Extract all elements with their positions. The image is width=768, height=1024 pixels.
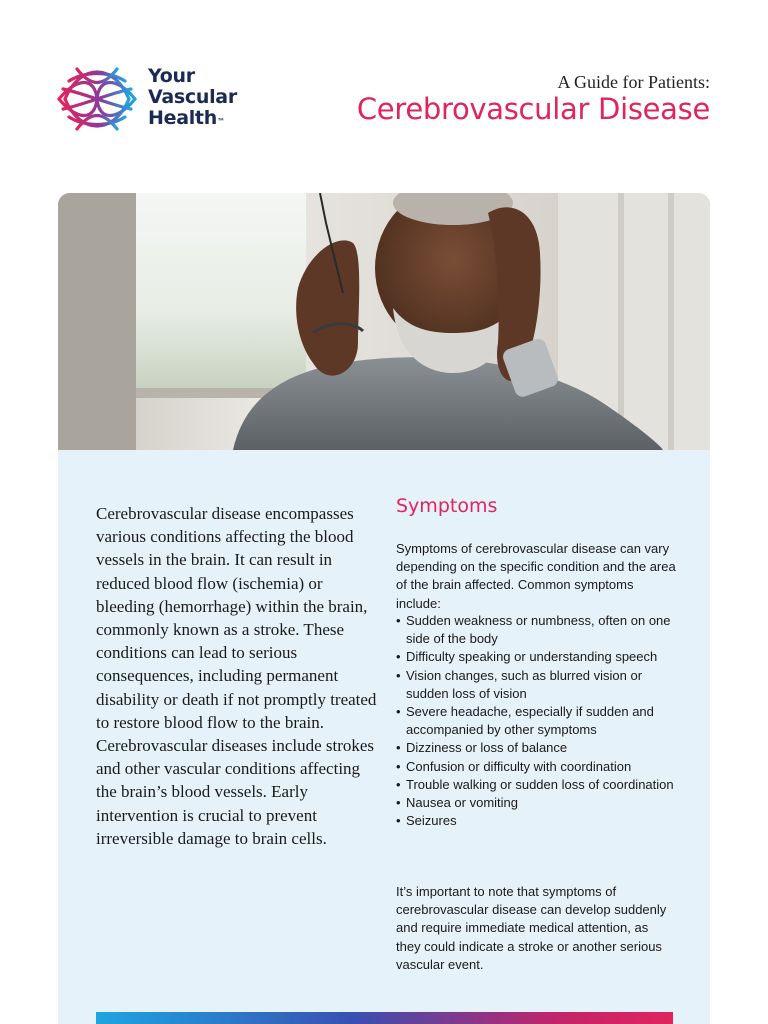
symptom-item: • Seizures — [396, 812, 686, 830]
symptoms-heading: Symptoms — [396, 495, 498, 517]
symptom-item: • Nausea or vomiting — [396, 794, 686, 812]
brand-wordmark — [148, 66, 237, 129]
symptoms-list — [396, 612, 686, 830]
guide-label: A Guide for Patients: — [557, 72, 710, 92]
trademark-symbol: ™ — [216, 117, 225, 126]
brand-line-3: Health™ — [148, 107, 225, 129]
page-title: Cerebrovascular Disease — [356, 92, 710, 126]
symptom-item: • Difficulty speaking or understanding speech — [396, 648, 686, 666]
symptom-item: • Vision changes, such as blurred vision or sudden loss of vision — [396, 667, 686, 703]
symptom-item: • Severe headache, especially if sudden and accompanied by other symptoms — [396, 703, 686, 739]
brand-line-2: Vascular — [148, 86, 237, 108]
symptom-item: • Confusion or difficulty with coordination — [396, 758, 686, 776]
gradient-bar — [96, 1012, 673, 1024]
symptom-item: • Trouble walking or sudden loss of coordination — [396, 776, 686, 794]
logo-icon — [55, 57, 139, 141]
symptom-item: • Dizziness or loss of balance — [396, 739, 686, 757]
intro-paragraph: Cerebrovascular disease encompasses various conditions affecting the blood vessels in the brain. It can result in reduced blood flow (ischemia) or bleeding (hemorrhage) within the brain, commonly known as a stroke. These conditions can lead to serious consequences, including permanent disability or death if not promptly treated to restore blood flow to the brain. Cerebrovascular diseases include strokes and other vascular conditions affecting the brain’s blood vessels. Early intervention is crucial to prevent irreversible damage to brain cells. — [96, 504, 377, 848]
hero-photo — [58, 193, 710, 450]
symptoms-note: It’s important to note that symptoms of cerebrovascular disease can develop suddenly and require immediate medical attention, as they could indicate a stroke or another serious vascular event. — [396, 884, 667, 972]
symptom-item: • Sudden weakness or numbness, often on one side of the body — [396, 612, 686, 648]
symptoms-intro: Symptoms of cerebrovascular disease can vary depending on the specific condition and the area of the brain affected. Common symptoms include: — [396, 541, 676, 611]
brand-line-1: Your — [148, 65, 195, 87]
